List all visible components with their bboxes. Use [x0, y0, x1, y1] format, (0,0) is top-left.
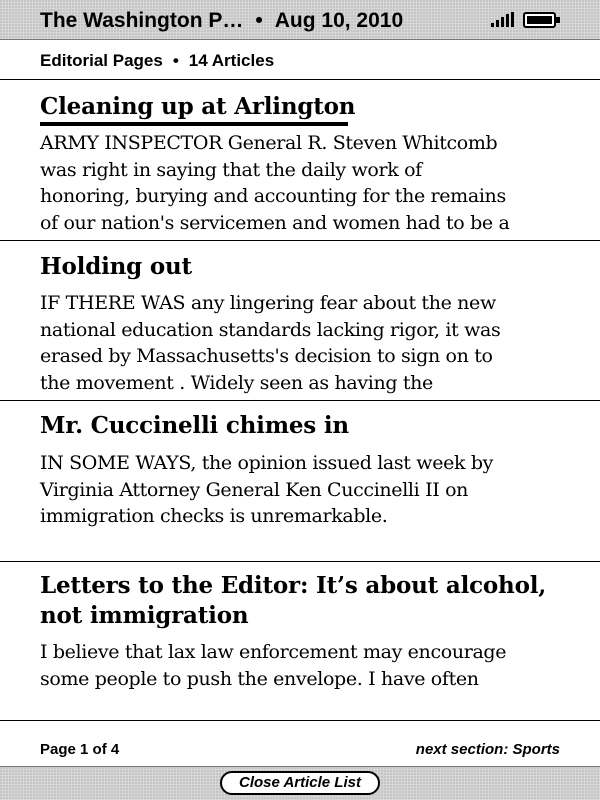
section-bullet: • [172, 51, 179, 70]
article-title[interactable]: Holding out [40, 253, 192, 280]
article-count: 14 Articles [188, 51, 275, 70]
article-title[interactable]: Cleaning up at Arlington [40, 93, 356, 120]
close-article-list-button[interactable]: Close Article List [220, 771, 380, 795]
section-header [0, 40, 600, 80]
section-name: Editorial Pages [40, 51, 163, 70]
article-item-mr-cuccinelli-chimes-in[interactable] [0, 401, 600, 562]
article-snippet: I believe that lax law enforcement may encourage some people to push the envelope. I have often [40, 641, 507, 690]
article-title[interactable]: Mr. Cuccinelli chimes in [40, 412, 349, 439]
status-title-area [40, 9, 403, 33]
article-item-holding-out[interactable] [0, 241, 600, 401]
article-snippet: IF THERE WAS any lingering fear about the new national education standards lacking rigor, it was erased by Massachusetts's decision to sign on to the movement . Widely seen as having the [40, 292, 501, 394]
page-indicator: Page 1 of 4 [40, 741, 120, 758]
article-snippet: IN SOME WAYS, the opinion issued last week by Virginia Attorney General Ken Cuccinelli II on immigration checks is unremarkable. [40, 452, 494, 527]
article-item-cleaning-up-at-arlington[interactable] [0, 80, 600, 241]
bottom-bar [0, 766, 600, 800]
status-bar [0, 0, 600, 40]
status-separator: • [255, 9, 263, 32]
signal-bars-icon [490, 12, 518, 28]
issue-date: Aug 10, 2010 [274, 9, 404, 32]
next-section-link[interactable]: next section: Sports [415, 741, 560, 758]
list-footer [0, 720, 600, 766]
article-snippet: ARMY INSPECTOR General R. Steven Whitcomb was right in saying that the daily work of honoring, burying and accounting for the remains of our nation's servicemen and women had to be a [40, 132, 510, 234]
publication-title: The Washington P… [40, 9, 244, 32]
article-item-letters-to-the-editor[interactable] [0, 562, 600, 720]
article-title[interactable]: Letters to the Editor: It’s about alcohol, not immigration [40, 572, 547, 629]
battery-icon [523, 12, 561, 28]
selection-underline [40, 122, 348, 126]
